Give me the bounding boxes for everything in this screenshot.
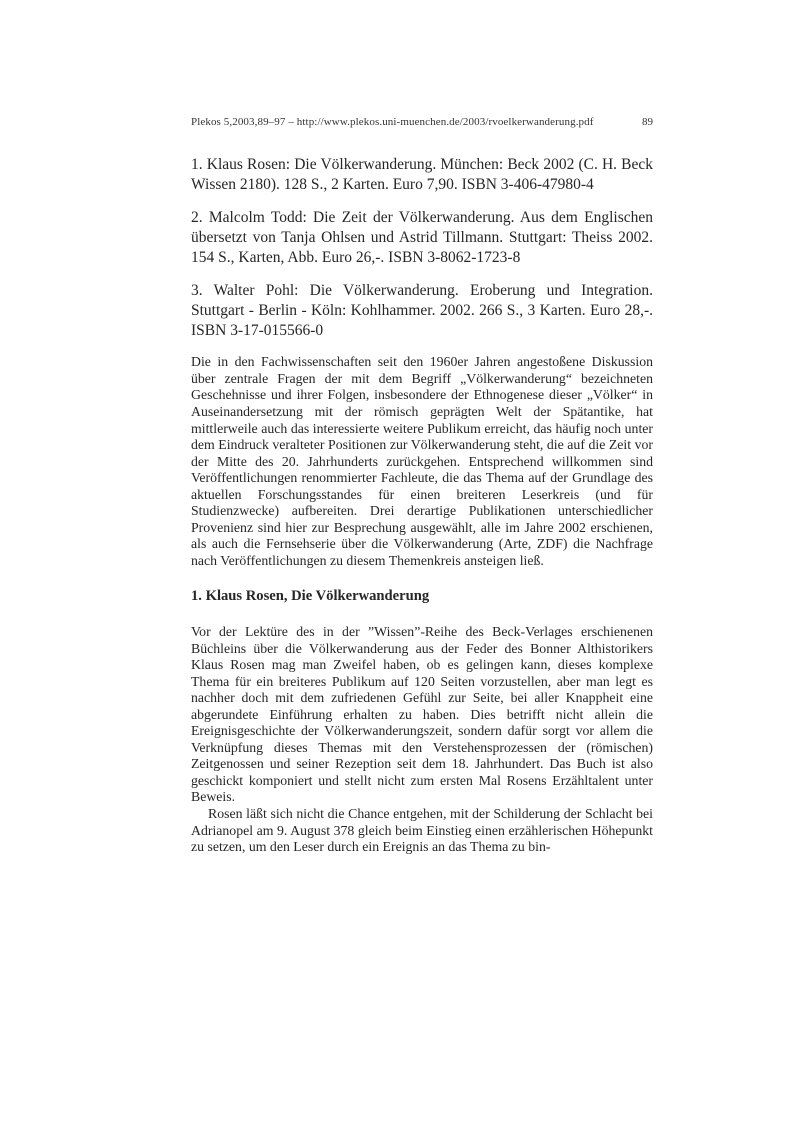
section-heading: 1. Klaus Rosen, Die Völkerwanderung bbox=[191, 588, 430, 605]
bibliography-entries bbox=[191, 155, 653, 340]
book-entry-pohl: 3. Walter Pohl: Die Völkerwanderung. Eroberung und Integration. Stuttgart - Berlin - Köln: Kohlhammer. 2002. 266 S., 3 Karten. Euro 28,-. ISBN 3-17-015566-0 bbox=[191, 282, 653, 339]
header-citation: Plekos 5,2003,89–97 – http://www.plekos.uni-muenchen.de/2003/rvoelkerwanderung.pdf bbox=[191, 116, 594, 128]
intro-paragraph: Die in den Fachwissenschaften seit den 1960er Jahren angestoßene Diskussion über zentrale Fragen der mit dem Begriff „Völkerwanderung“ bezeichneten Geschehnisse und ihrer Folgen, insbesondere der Ethnogenese dieser „Völker“ in Auseinandersetzung mit der römisch geprägten Welt der Spätantike, hat mittlerweile auch das interessierte weitere Publikum erreicht, das häufig noch unter dem Eindruck veralteter Positionen zur Völkerwanderung steht, die auf die Zeit vor der Mitte des 20. Jahrhunderts zurückgehen. Entsprechend willkommen sind Veröffentlichungen renommierter Fachleute, die das Thema auf der Grundlage des aktuellen Forschungsstandes für einen breiteren Leserkreis (und für Studienzwecke) aufbereiten. Drei derartige Publikationen unterschiedlicher Provenienz sind hier zur Besprechung ausgewählt, alle im Jahre 2002 erschienen, als auch die Fernsehserie über die Völkerwanderung (Arte, ZDF) die Nachfrage nach Veröffentlichungen zu diesem Themenkreis ansteigen ließ. bbox=[191, 354, 653, 568]
book-entry-todd: 2. Malcolm Todd: Die Zeit der Völkerwanderung. Aus dem Englischen übersetzt von Tanja Ohlsen und Astrid Tillmann. Stuttgart: Theiss 2002. 154 S., Karten, Abb. Euro 26,-. ISBN 3-8062-1723-8 bbox=[191, 209, 653, 266]
text-column bbox=[191, 116, 653, 856]
section-paragraph-2: Rosen läßt sich nicht die Chance entgehen, mit der Schilderung der Schlacht bei Adrianopel am 9. August 378 gleich beim Einstieg einen erzählerischen Höhepunkt zu setzen, um den Leser durch ein Ereignis an das Thema zu bin- bbox=[191, 806, 653, 855]
book-entry-rosen: 1. Klaus Rosen: Die Völkerwanderung. München: Beck 2002 (C. H. Beck Wissen 2180). 128 S., 2 Karten. Euro 7,90. ISBN 3-406-47980-4 bbox=[191, 156, 653, 193]
running-header bbox=[191, 116, 653, 128]
section-paragraph-1: Vor der Lektüre des in der ”Wissen”-Reihe des Beck-Verlages erschienenen Büchleins über die Völkerwanderung aus der Feder des Bonner Althistorikers Klaus Rosen mag man Zweifel haben, ob es gelingen kann, dieses komplexe Thema für ein breiteres Publikum auf 120 Seiten vorzustellen, aber man legt es nachher doch mit dem zufriedenen Gefühl zur Seite, bei aller Knappheit eine abgerundete Einführung erhalten zu haben. Dies betrifft nicht allein die Ereignisgeschichte der Völkerwanderungszeit, sondern dafür sorgt vor allem die Verknüpfung dieses Themas mit den Verstehensprozessen der (römischen) Zeitgenossen und seiner Rezeption seit dem 18. Jahrhundert. Das Buch ist also geschickt komponiert und stellt nicht zum ersten Mal Rosens Erzähltalent unter Beweis. bbox=[191, 623, 653, 805]
page-number: 89 bbox=[642, 116, 653, 128]
